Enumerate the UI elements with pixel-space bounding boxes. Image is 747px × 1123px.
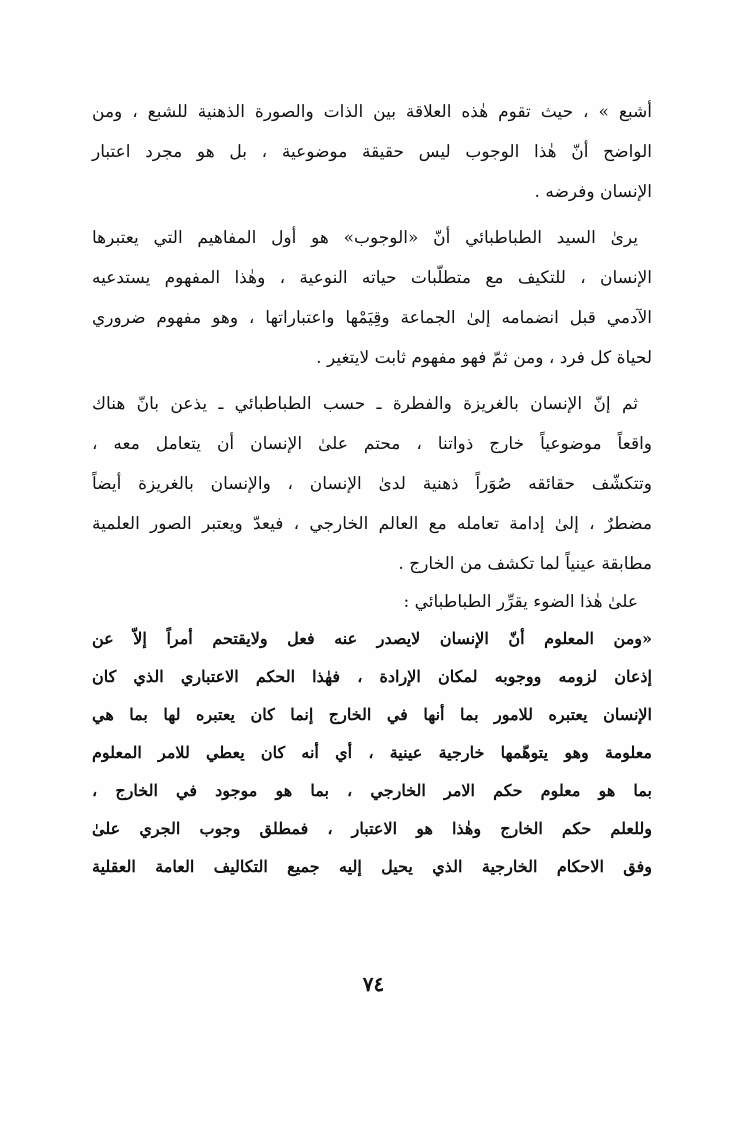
quote-line: وللعلم حكم الخارج وهٰذا هو الاعتبار ، فمطلق وجوب الجري علىٰ bbox=[92, 819, 652, 838]
quote-line: إذعان لزومه ووجوبه لمكان الإرادة ، فهٰذا الحكم الاعتباري الذي كان bbox=[92, 667, 652, 686]
text-line: مضطرٌ ، إلىٰ إدامة تعامله مع العالم الخارجي ، فيعدّ ويعتبر الصور العلمية bbox=[92, 514, 652, 534]
text-line: لحياة كل فرد ، ومن ثمّ فهو مفهوم ثابت لايتغير . bbox=[316, 348, 652, 368]
page-number: ٧٤ bbox=[362, 972, 385, 996]
text-line: الإنسان ، للتكيف مع متطلّبات حياته النوعية ، وهٰذا المفهوم يستدعيه bbox=[92, 268, 652, 288]
text-line: ثم إنّ الإنسان بالغريزة والفطرة ـ حسب الطباطبائي ـ يذعن بانّ هناك bbox=[92, 394, 638, 414]
quotation-block bbox=[92, 620, 652, 886]
quote-line: بما هو معلوم حكم الامر الخارجي ، بما هو موجود في الخارج ، bbox=[92, 781, 652, 800]
quote-line: معلومة وهو يتوهّمها خارجية عينية ، أي أنه كان يعطي للامر المعلوم bbox=[92, 743, 652, 762]
text-line: الآدمي قبل انضمامه إلىٰ الجماعة وقِيَمْها واعتباراتها ، وهو مفهوم ضروري bbox=[92, 308, 652, 328]
page-body bbox=[92, 92, 652, 886]
text-line: علىٰ هٰذا الضوء يقرِّر الطباطبائي : bbox=[403, 592, 638, 612]
quote-line: الإنسان يعتبره للامور بما أنها في الخارج إنما كان يعتبره لها بما هي bbox=[92, 705, 652, 724]
text-line: مطابقة عينياً لما تكشف من الخارج . bbox=[398, 554, 652, 574]
text-line: يرىٰ السيد الطباطبائي أنّ «الوجوب» هو أول المفاهيم التي يعتبرها bbox=[92, 228, 638, 248]
text-line: أشبع » ، حيث تقوم هٰذه العلاقة بين الذات والصورة الذهنية للشبع ، ومن bbox=[92, 102, 652, 122]
quote-line: وفق الاحكام الخارجية الذي يحيل إليه جميع التكاليف العامة العقلية bbox=[92, 857, 652, 876]
quote-line: «ومن المعلوم أنّ الإنسان لايصدر عنه فعل ولايقتحم أمراً إلاّ عن bbox=[92, 629, 652, 648]
text-line: وتتكشّف حقائقه صُوَراً ذهنية لدىٰ الإنسان ، والإنسان بالغريزة أيضاً bbox=[92, 474, 652, 494]
text-line: الإنسان وفرضه . bbox=[534, 182, 652, 202]
text-line: واقعاً موضوعياً خارج ذواتنا ، محتم علىٰ الإنسان أن يتعامل معه ، bbox=[92, 434, 652, 454]
text-line: الواضح أنّ هٰذا الوجوب ليس حقيقة موضوعية ، بل هو مجرد اعتبار bbox=[92, 142, 652, 162]
